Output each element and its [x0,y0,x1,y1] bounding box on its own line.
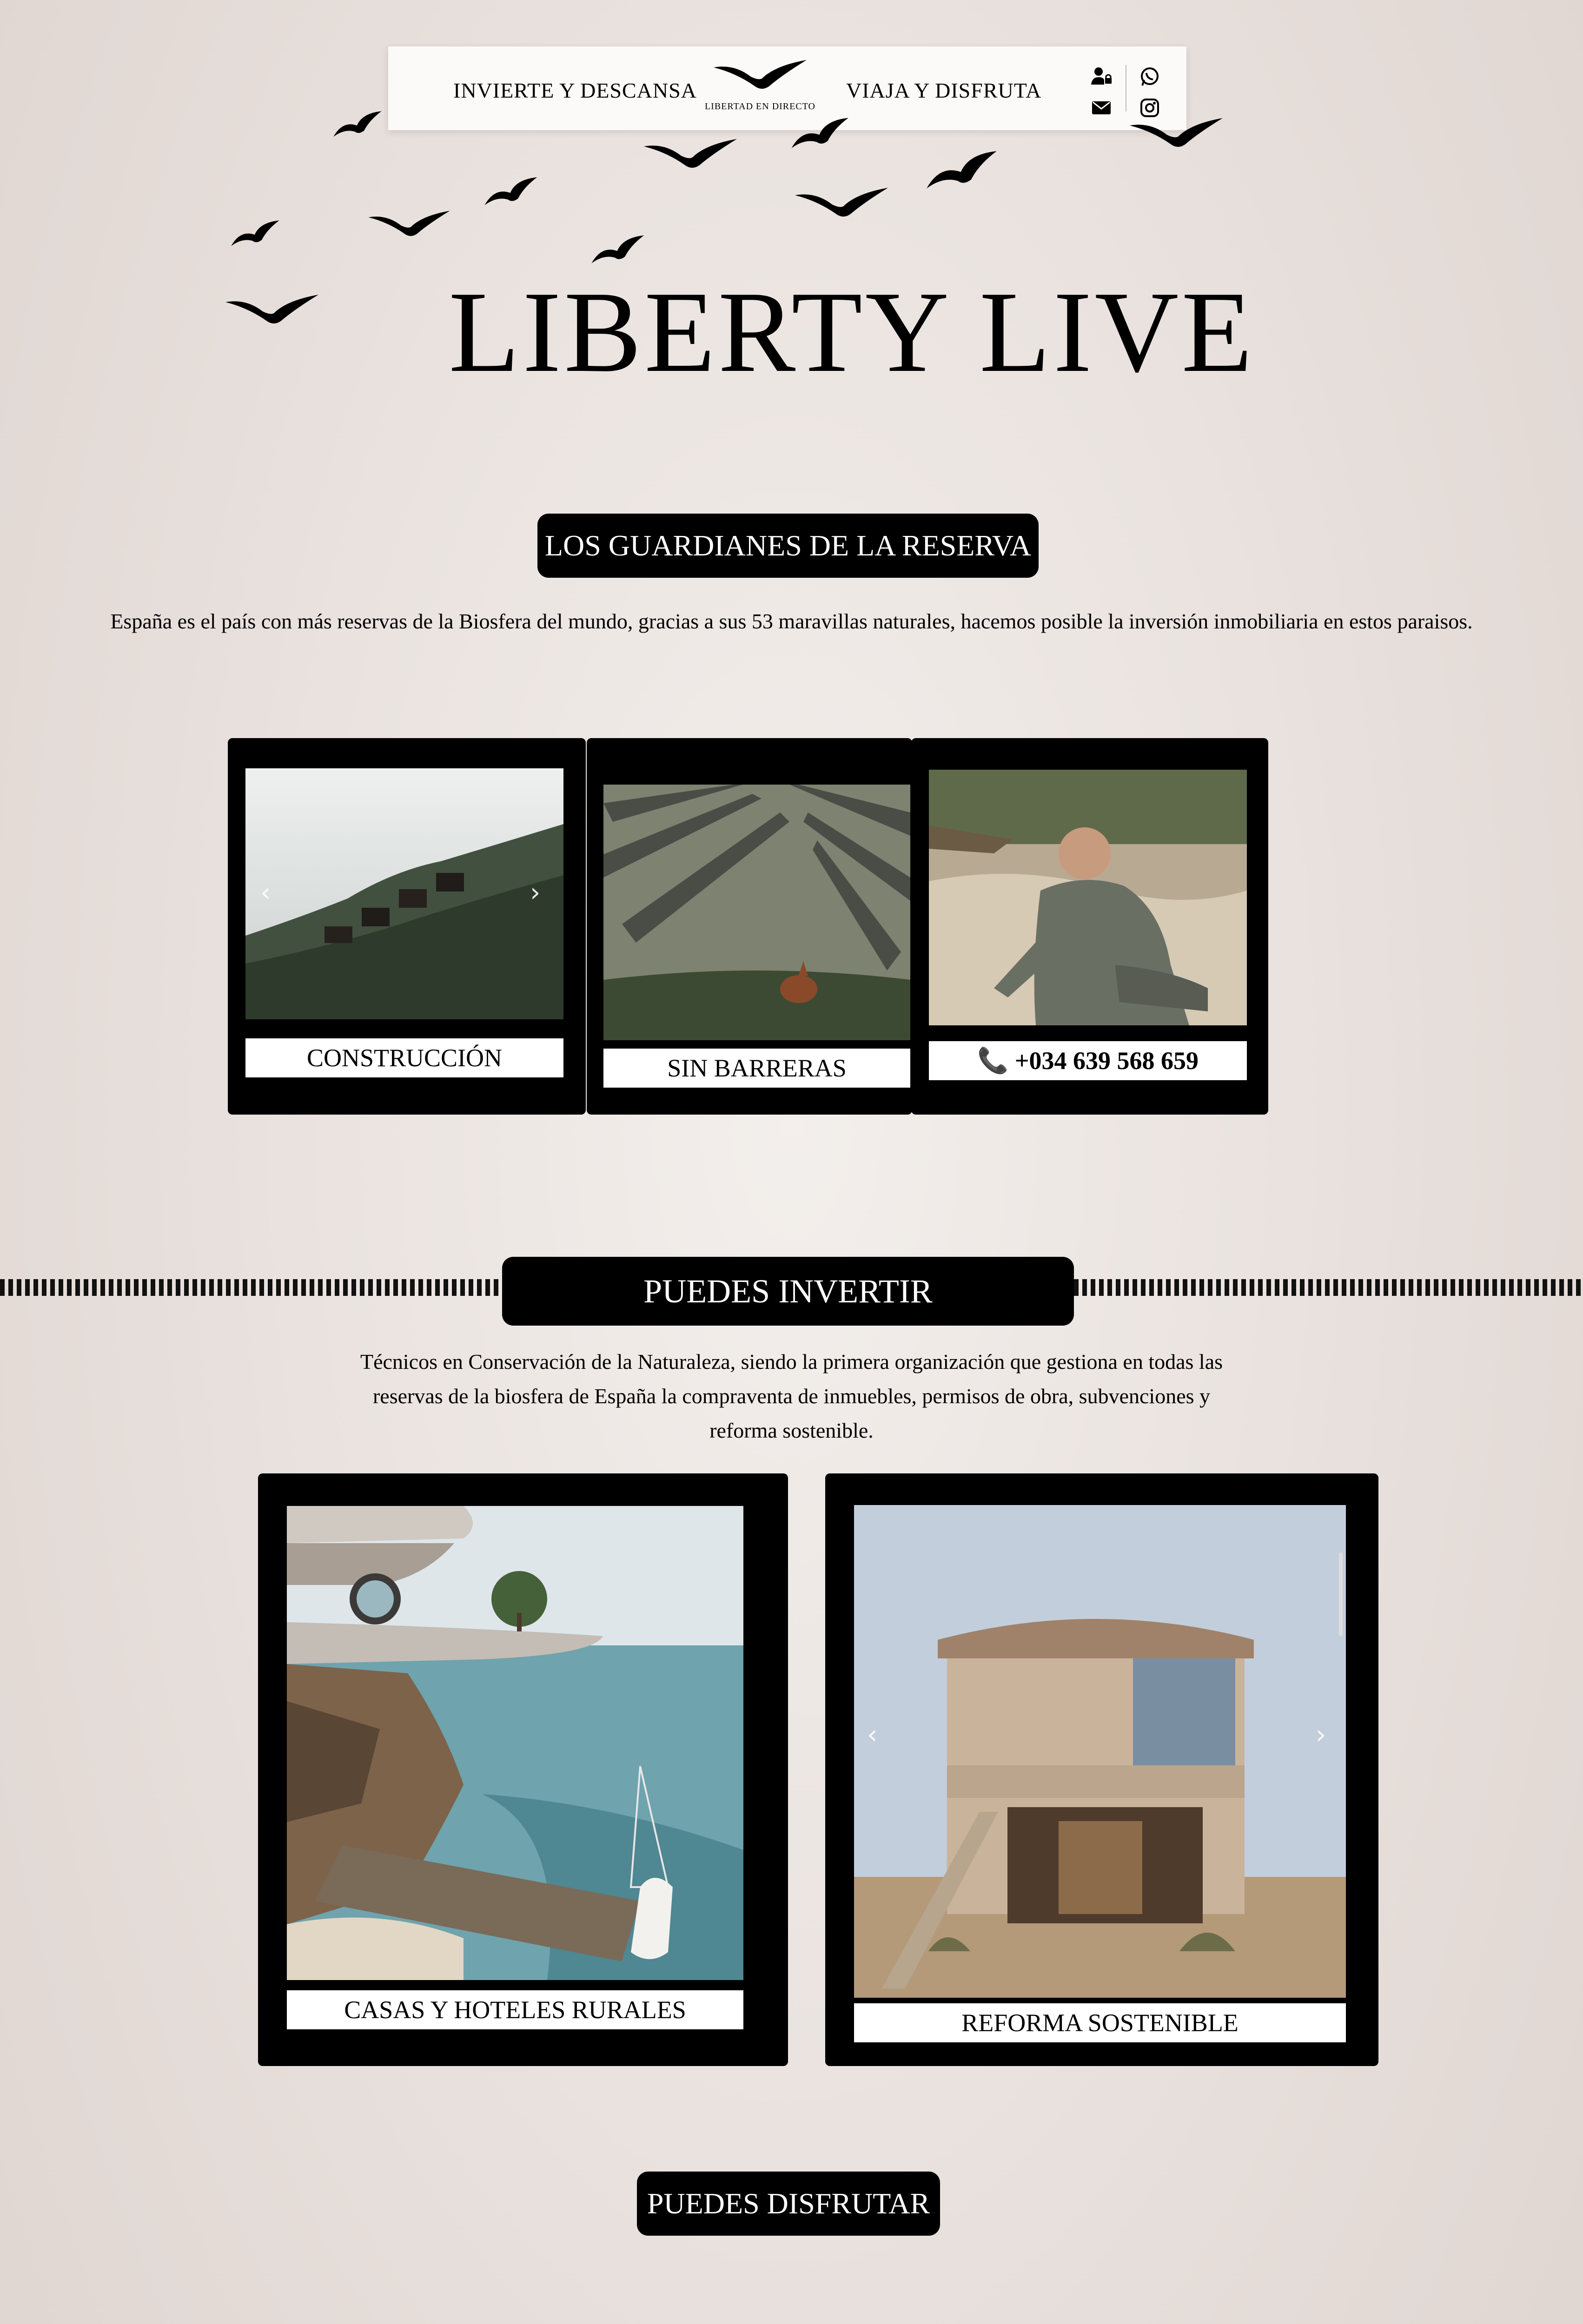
logo-bird-icon[interactable] [714,56,807,98]
bird-icon [367,209,451,242]
top-navbar [388,46,1186,130]
card-label-phone[interactable]: 📞 +034 639 568 659 [929,1041,1247,1080]
whatsapp-icon[interactable] [1139,65,1161,87]
section-invertir-text: Técnicos en Conservación de la Naturaleza, siendo la primera organización que gestiona en todas las reservas de la biosfera de España la compraventa de inmuebles, permisos de obra, subvenciones y reforma sostenible. [360,1350,1223,1442]
section-heading-disfrutar: PUEDES DISFRUTAR [637,2172,940,2236]
card-photo-construccion [245,768,563,1019]
card-label-construccion: CONSTRUCCIÓN [245,1038,563,1077]
card-casas-hoteles[interactable] [258,1473,788,2066]
bird-icon [332,107,384,144]
nav-link-viaja[interactable]: VIAJA Y DISFRUTA [846,79,1042,102]
card-photo-contacto [929,770,1247,1025]
card-construccion[interactable] [228,738,586,1115]
card-label-reforma: REFORMA SOSTENIBLE [854,2003,1346,2042]
section-intro-text: España es el país con más reservas de la Biosfera del mundo, gracias a sus 53 maravillas naturales, hacemos posible la inversión inmobiliaria en estos paraisos. [110,609,1473,633]
card-label-casas: CASAS Y HOTELES RURALES [287,1990,743,2029]
bird-icon [644,137,737,174]
bird-icon [590,232,646,270]
logo-caption: LIBERTAD EN DIRECTO [704,101,816,112]
bird-icon [925,149,1000,195]
carousel-next-icon[interactable]: › [1316,1720,1326,1750]
section-heading-guardianes: LOS GUARDIANES DE LA RESERVA [537,514,1039,578]
carousel-scrollbar[interactable] [1339,1552,1343,1636]
decorative-dash-line-right [1074,1279,1583,1296]
decorative-dash-line-left [0,1279,502,1296]
nav-link-invierte[interactable]: INVIERTE Y DESCANSA [453,79,697,102]
carousel-prev-icon[interactable]: ‹ [260,878,271,908]
card-photo-sin-barreras [603,785,910,1040]
carousel-next-icon[interactable]: › [530,878,541,908]
bird-icon [1130,116,1223,153]
bird-icon [795,186,888,223]
bird-icon [484,172,539,214]
card-label-sin-barreras: SIN BARRERAS [603,1049,910,1088]
bird-icon [230,218,281,251]
instagram-icon[interactable] [1139,97,1161,119]
card-reforma-sostenible[interactable] [825,1473,1378,2066]
bird-icon [790,116,851,153]
card-photo-casas [287,1506,743,1980]
section-heading-invertir: PUEDES INVERTIR [502,1257,1074,1326]
card-sin-barreras[interactable] [587,738,912,1115]
user-lock-icon[interactable] [1090,65,1113,87]
carousel-prev-icon[interactable]: ‹ [867,1720,878,1750]
hero-title: LIBERTY LIVE [449,268,1255,396]
card-photo-reforma [854,1505,1346,1998]
card-contacto[interactable] [911,738,1268,1115]
envelope-icon[interactable] [1090,97,1113,119]
